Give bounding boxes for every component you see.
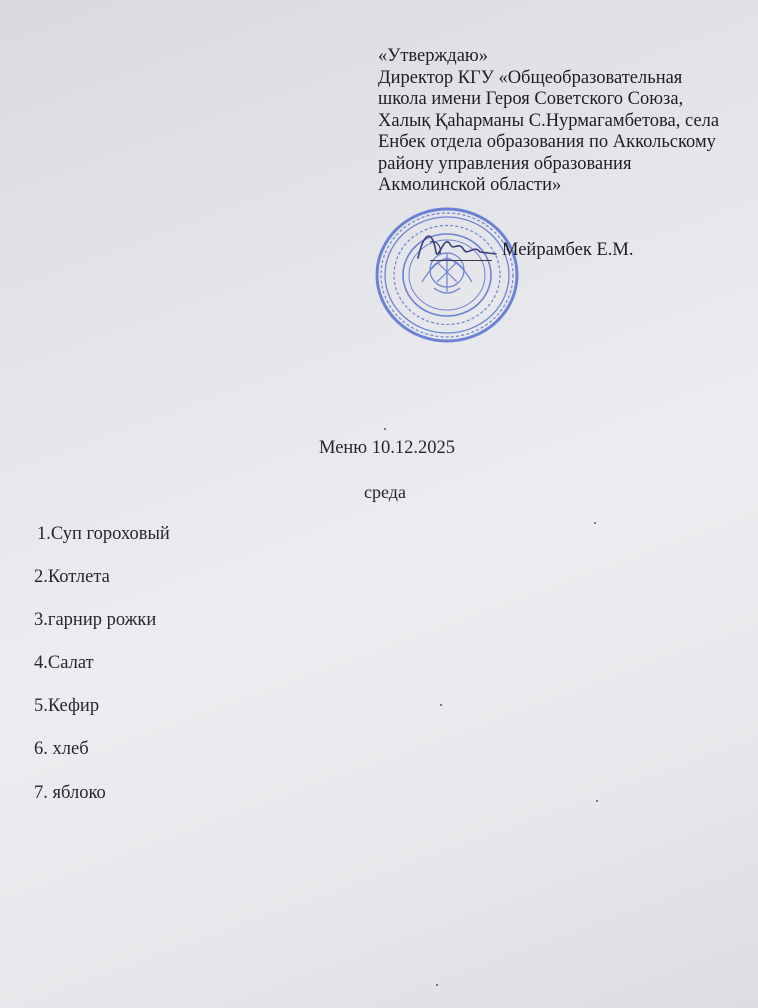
menu-title-text: Меню 10.12.2025 — [318, 438, 455, 458]
approval-line: школа имени Героя Советского Союза, — [378, 89, 684, 109]
approval-line: району управления образования — [378, 153, 632, 174]
paper-speck — [596, 800, 598, 802]
paper-speck — [440, 704, 442, 706]
menu-item: 5.Кефир — [34, 696, 100, 716]
approval-line: Халық Қаһарманы С.Нурмагамбетова, села — [378, 110, 720, 131]
paper-speck — [594, 522, 596, 524]
approval-block — [378, 46, 758, 197]
menu-weekday — [0, 482, 758, 503]
approval-line: Директор КГУ «Общеобразовательная — [378, 67, 683, 88]
menu-item: 4.Салат — [34, 653, 94, 673]
menu-title — [0, 438, 758, 459]
menu-item: 6. хлеб — [34, 739, 89, 759]
signature-row — [430, 240, 758, 270]
menu-item: 7. яблоко — [34, 783, 106, 803]
approval-line: Енбек отдела образования по Аккольскому — [378, 132, 716, 152]
approval-heading: «Утверждаю» — [378, 46, 488, 66]
signature-line — [430, 260, 492, 261]
paper-speck — [436, 984, 438, 986]
menu-item: 1.Суп гороховый — [37, 524, 170, 544]
menu-item: 2.Котлета — [34, 567, 110, 587]
menu-weekday-text: среда — [364, 482, 406, 502]
paper-speck — [384, 428, 386, 430]
signatory-name: Мейрамбек Е.М. — [502, 240, 634, 260]
approval-line: Акмолинской области» — [378, 175, 562, 195]
menu-item: 3.гарнир рожки — [34, 610, 157, 630]
